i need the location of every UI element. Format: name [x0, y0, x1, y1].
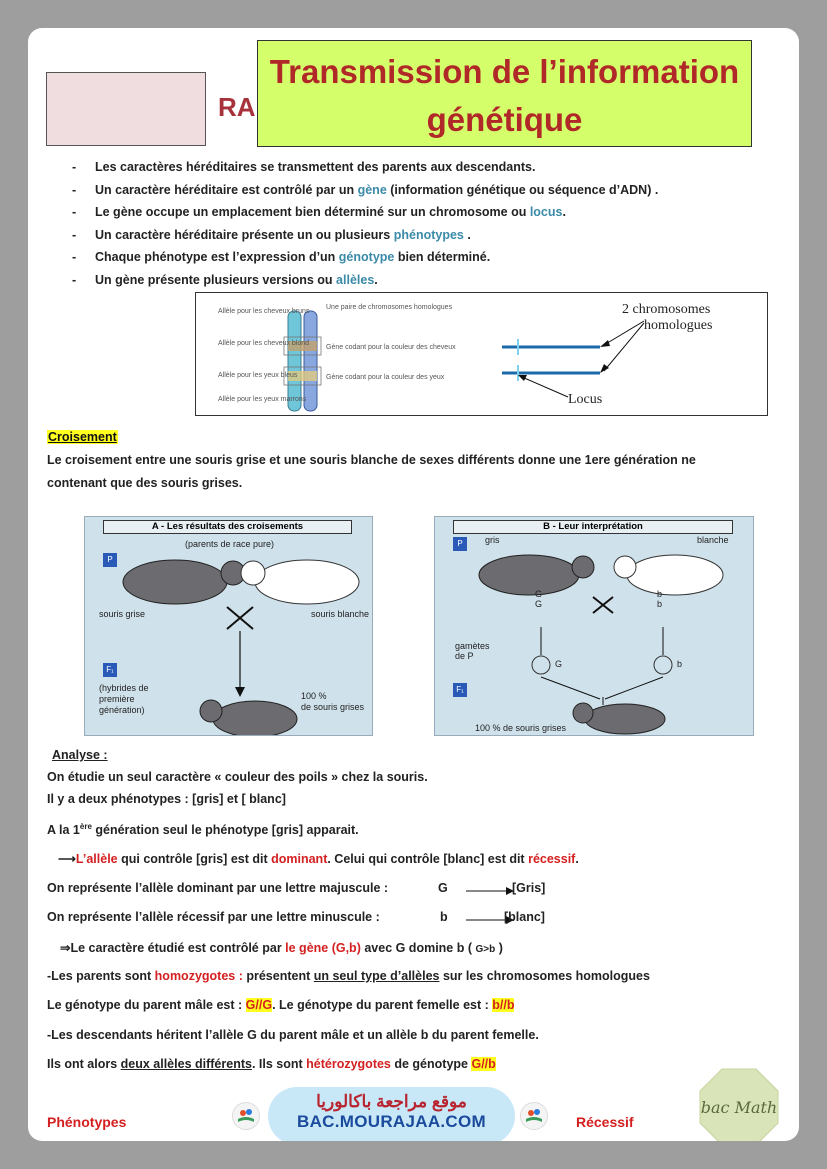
left-label-2: Allèle pour les cheveux blond — [218, 340, 310, 347]
footer-phenotypes: Phénotypes — [47, 1114, 127, 1130]
title-line-2: génétique — [426, 101, 583, 138]
chromosome-figure — [195, 292, 768, 416]
bacmath-logo — [698, 1067, 780, 1141]
right-label-2: Gène codant pour la couleur des cheveux — [326, 344, 456, 351]
gris-label: gris — [485, 535, 500, 545]
left-label-3: Allèle pour les yeux bleus — [218, 372, 298, 379]
homologues-label-1: 2 chromosomes — [622, 302, 711, 317]
interpretation-illustration — [435, 537, 754, 736]
analyse-line-9: Le génotype du parent mâle est : G//G. Le génotype du parent femelle est : b//b — [47, 998, 515, 1012]
right-label-1: Une paire de chromosomes homologues — [326, 304, 453, 311]
recessive-letter: b — [440, 910, 448, 924]
keyword-phenotypes: phénotypes — [393, 227, 464, 242]
cross-results-panel — [84, 516, 373, 736]
analyse-line-1: On étudie un seul caractère « couleur des poils » chez la souris. — [47, 770, 428, 784]
list-item: - Le gène occupe un emplacement bien déterminé sur un chromosome ou locus. — [72, 203, 772, 226]
analyse-line-3: A la 1ère génération seul le phénotype [gris] apparait. — [47, 822, 359, 838]
document-page — [28, 28, 799, 1141]
arrow-icon — [466, 886, 514, 896]
panel-a-subtitle: (parents de race pure) — [185, 539, 275, 549]
analyse-line-6: On représente l’allèle récessif par une lettre minuscule : — [47, 910, 380, 924]
left-label-1: Allèle pour les cheveux bruns — [218, 308, 310, 315]
dominant-phenotype: [Gris] — [512, 881, 546, 895]
allele-g-1: G — [535, 589, 543, 599]
right-label-3: Gène codant pour la couleur des yeux — [326, 374, 445, 381]
footer-recessif: Récessif — [576, 1114, 634, 1130]
analyse-heading: Analyse : — [52, 748, 108, 762]
definitions-list — [72, 158, 772, 294]
panel-b-title: B - Leur interprétation — [453, 520, 733, 534]
title-line-1: Transmission de l’information — [269, 53, 740, 90]
f1-tag: F₁ — [103, 663, 117, 677]
analyse-line-7: ⇒Le caractère étudié est contrôlé par le gène (G,b) avec G domine b ( G>b ) — [60, 941, 503, 955]
list-item: - Un gène présente plusieurs versions ou allèles. — [72, 271, 772, 294]
result-label-1: 100 % — [301, 691, 327, 701]
analyse-line-2: Il y a deux phénotypes : [gris] et [ blanc] — [47, 792, 286, 806]
parent-tag-b: P — [453, 537, 467, 551]
site-url: BAC.MOURAJAA.COM — [297, 1112, 486, 1131]
title-box — [257, 40, 752, 147]
gametes-label-1: gamètes — [455, 641, 490, 651]
analyse-line-10: -Les descendants héritent l’allèle G du parent mâle et un allèle b du parent femelle. — [47, 1028, 539, 1042]
locus-label: Locus — [568, 392, 603, 407]
result-label-2: de souris grises — [301, 702, 365, 712]
allele-g-2: G — [535, 599, 543, 609]
site-name-arabic: موقع مراجعة باكالوريا — [316, 1092, 467, 1111]
hybrid-label-1: (hybrides de — [99, 683, 149, 693]
book-logo-icon — [232, 1102, 260, 1130]
gamete-g: G — [555, 659, 563, 669]
keyword-alleles: allèles — [336, 272, 375, 287]
analyse-line-5: On représente l’allèle dominant par une lettre majuscule : — [47, 881, 389, 895]
header-ra-label: RA — [218, 92, 256, 122]
gametes-label-2: de P — [455, 651, 474, 661]
allele-b-1: b — [657, 589, 663, 599]
keyword-genotype: génotype — [338, 250, 395, 265]
gamete-b: b — [677, 659, 683, 669]
croisement-text-2: contenant que des souris grises. — [47, 476, 243, 490]
recessive-phenotype: [blanc] — [504, 910, 545, 924]
hybrid-label-2: première — [99, 694, 135, 704]
right-mouse-label: souris blanche — [311, 609, 370, 619]
analyse-line-8: -Les parents sont homozygotes : présentent un seul type d’allèles sur les chromosomes homologues — [47, 969, 650, 983]
analyse-line-4: ⟶L’allèle qui contrôle [gris] est dit dominant. Celui qui contrôle [blanc] est dit récessif. — [58, 852, 579, 866]
f1-tag-b: F₁ — [453, 683, 467, 697]
parent-tag: P — [103, 553, 117, 567]
header-blank-box — [46, 72, 206, 146]
list-item: - Un caractère héréditaire présente un ou plusieurs phénotypes . — [72, 226, 772, 249]
bacmath-text: bac Math — [700, 1098, 778, 1117]
site-link[interactable] — [268, 1087, 515, 1141]
list-item: - Chaque phénotype est l’expression d’un génotype bien déterminé. — [72, 248, 772, 271]
left-label-4: Allèle pour les yeux marrons — [218, 396, 307, 403]
panel-a-title: A - Les résultats des croisements — [103, 520, 352, 534]
book-logo-icon — [520, 1102, 548, 1130]
arrow-icon: ⟶ — [58, 852, 76, 866]
chromosome-illustration — [196, 293, 767, 415]
section-heading-croisement: Croisement — [48, 430, 117, 444]
keyword-gene: gène — [357, 182, 387, 197]
list-item: - Un caractère héréditaire est contrôlé par un gène (information génétique ou séquence d’ADN) . — [72, 181, 772, 204]
left-mouse-label: souris grise — [99, 609, 146, 619]
list-item: - Les caractères héréditaires se transmettent des parents aux descendants. — [72, 158, 772, 181]
double-arrow-icon: ⇒ — [60, 941, 71, 955]
dominant-letter: G — [438, 881, 448, 895]
allele-b-2: b — [657, 599, 663, 609]
hybrid-label-3: génération) — [99, 705, 145, 715]
blanche-label: blanche — [697, 535, 729, 545]
homologues-label-2: homologues — [644, 318, 713, 333]
interpretation-panel — [434, 516, 754, 736]
analyse-line-11: Ils ont alors deux allèles différents. Ils sont hétérozygotes de génotype G//b — [47, 1057, 496, 1071]
interpretation-result: 100 % de souris grises — [475, 723, 567, 733]
croisement-text-1: Le croisement entre une souris grise et une souris blanche de sexes différents donne une 1ere génération ne — [47, 453, 696, 467]
keyword-locus: locus — [529, 205, 563, 220]
